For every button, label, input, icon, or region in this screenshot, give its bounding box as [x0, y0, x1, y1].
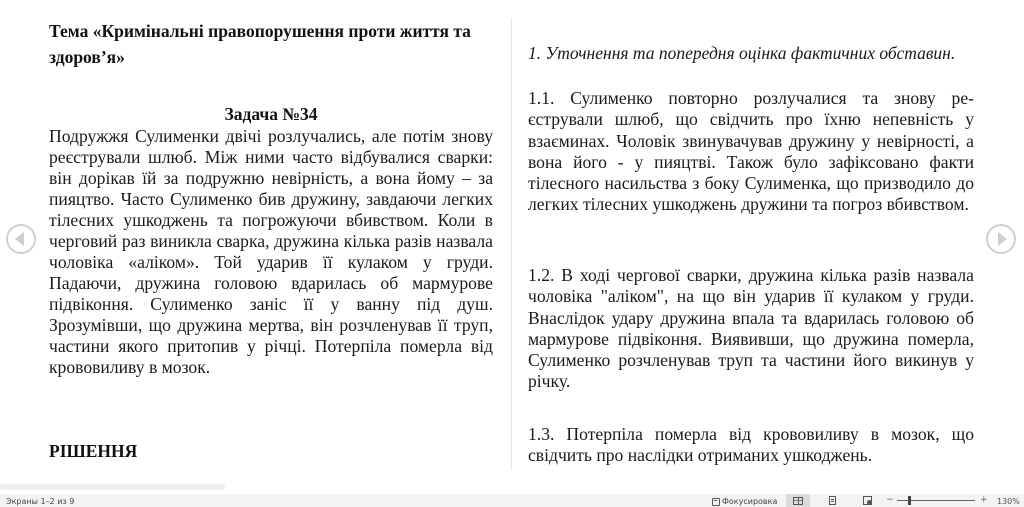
solution-title: РІШЕННЯ [49, 441, 138, 461]
read-mode-button[interactable] [786, 494, 810, 507]
book-icon [793, 497, 803, 505]
zoom-level[interactable]: 130% [997, 497, 1020, 506]
web-layout-icon [863, 496, 872, 505]
next-screen-button[interactable] [986, 224, 1016, 254]
web-layout-button[interactable] [855, 494, 879, 507]
page-icon [829, 496, 836, 505]
previous-screen-button[interactable] [6, 224, 36, 254]
right-page [528, 0, 974, 490]
print-layout-button[interactable] [820, 494, 844, 507]
paragraph-1-3: 1.3. Потерпіла померла від крововиливу в мозок, що свідчить про наслідки отриманих ушкоджень. [528, 424, 974, 466]
left-page [49, 0, 493, 490]
task-title: Задача №34 [224, 104, 318, 124]
paragraph-1-1: 1.1. Сулименко повторно розлучалися та знову реєстрували шлюб, що свідчить про їхню непевність у взаєминах. Чоловік звинувачував дружину у невірності, а вона його - у пияцтві. Також було зафіксовано факти тілесного насильства з боку Сулименка, що призводило до легких тілесних ушкоджень дружини та погроз вбивством. [528, 88, 974, 215]
task-body: Подружжя Сулименки двічі розлучались, але потім знову реєстрували шлюб. Між ними часто відбувалися сварки: він дорікав їй за подружню невірність, а вона йому – за пияцтво. Часто Сулименко бив дружину, завдаючи легких тілесних ушкоджень та погрожуючи вбивством. Коли в черговий раз виникла сварка, дружина кілька разів назвала чоловіка «аліком». Той ударив її кулаком у груди. Падаючи, дружина головою вдарилась об мармурове підвіконня. Сулименко заніс її у ванну під душ. Зрозумівши, що дружина мертва, він розчленував її труп, частини якого притопив у річці. Потерпіла померла від крововиливу в мозок. [49, 126, 493, 377]
focus-label: Фокусировка [722, 496, 778, 506]
paragraph-1-2: 1.2. В ході чергової сварки, дружина кілька разів назвала чоловіка "аліком", на що він ударив її кулаком у груди. Внаслідок удару дружина впала та вдарилась головою об мармурове підвіконня. Виявивши, що дружина померла, Сулименко розчленував труп та частини його викинув у річку. [528, 265, 974, 392]
page-divider [511, 18, 512, 470]
zoom-in-button[interactable]: + [980, 495, 988, 505]
zoom-out-button[interactable]: − [886, 495, 894, 505]
focus-mode-button[interactable] [712, 496, 777, 507]
topic-title: Тема «Кримінальні правопорушення проти життя та здоров’я» [49, 21, 471, 67]
horizontal-scrollbar[interactable] [0, 484, 225, 490]
section-heading: 1. Уточнення та попередня оцінка фактичних обставин. [528, 43, 956, 63]
screen-counter: Экраны 1–2 из 9 [6, 497, 75, 506]
status-bar [0, 494, 1024, 507]
triangle-left-icon [15, 232, 24, 246]
triangle-right-icon [998, 232, 1007, 246]
zoom-slider-thumb[interactable] [908, 496, 911, 505]
focus-icon [712, 498, 720, 506]
